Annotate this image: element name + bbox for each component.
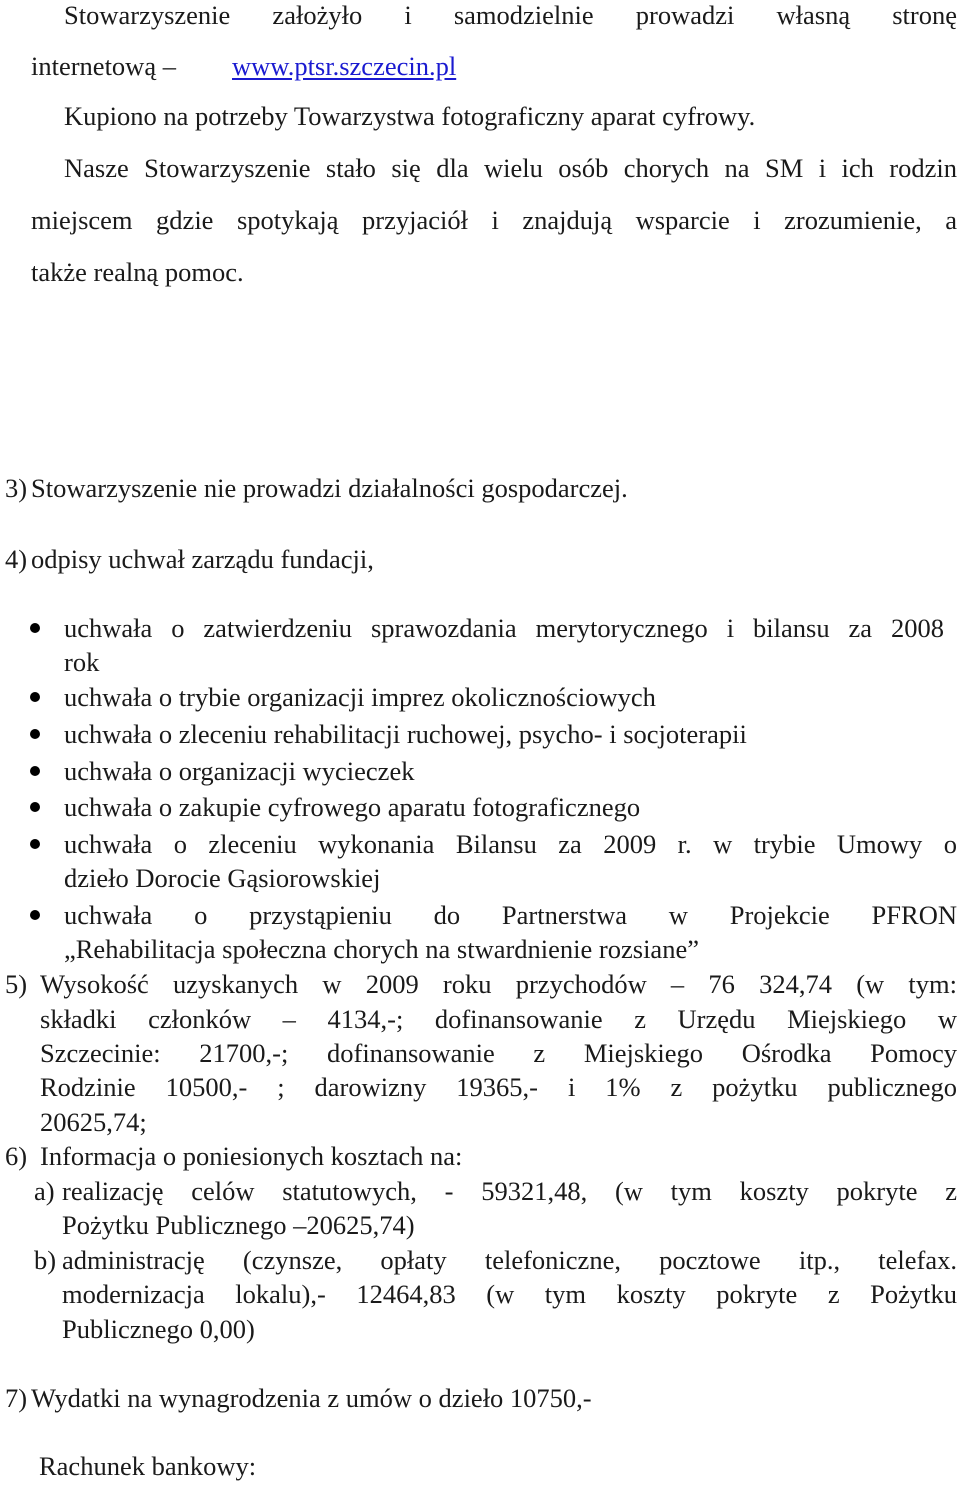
resolution-7-line-2: „Rehabilitacja społeczna chorych na stwardnienie rozsiane” <box>64 934 699 964</box>
item-6-text: Informacja o poniesionych kosztach na: <box>40 1141 463 1171</box>
item-5-line-1: Wysokość uzyskanych w 2009 roku przychodów – 76 324,74 (w tym: <box>40 969 957 999</box>
bullet-icon <box>30 839 40 849</box>
item-7-text: Wydatki na wynagrodzenia z umów o dzieło 10750,- <box>31 1383 592 1413</box>
item-6a-line-1: realizację celów statutowych, - 59321,48, (w tym koszty pokryte z <box>62 1176 957 1206</box>
resolution-2: uchwała o trybie organizacji imprez okolicznościowych <box>64 682 656 712</box>
website-link[interactable]: www.ptsr.szczecin.pl <box>232 51 457 81</box>
item-5-line-3: Szczecinie: 21700,-; dofinansowanie z Miejskiego Ośrodka Pomocy <box>40 1038 957 1068</box>
resolution-7-line-1: uchwała o przystąpieniu do Partnerstwa w Projekcie PFRON <box>64 900 957 930</box>
bullet-icon <box>30 623 40 633</box>
bullet-icon <box>30 766 40 776</box>
bullet-icon <box>30 692 40 702</box>
item-6b-line-2: modernizacja lokalu),- 12464,83 (w tym koszty pokryte z Pożytku <box>62 1279 957 1309</box>
item-6b-line-3: Publicznego 0,00) <box>62 1314 255 1344</box>
resolution-1-line-2: rok <box>64 647 100 677</box>
bullet-icon <box>30 910 40 920</box>
item-3-number: 3) <box>5 473 28 503</box>
item-6b-line-1: administrację (czynsze, opłaty telefoniczne, pocztowe itp., telefax. <box>62 1245 957 1275</box>
intro-line-1: Stowarzyszenie założyło i samodzielnie prowadzi własną stronę <box>64 0 957 30</box>
item-3-text: Stowarzyszenie nie prowadzi działalności gospodarczej. <box>31 473 628 503</box>
camera-sentence: Kupiono na potrzeby Towarzystwa fotograficzny aparat cyfrowy. <box>64 101 756 131</box>
intro-line-2: internetową – <box>31 51 176 81</box>
bullet-icon <box>30 802 40 812</box>
resolution-6-line-2: dzieło Dorocie Gąsiorowskiej <box>64 863 381 893</box>
paragraph-line-2: miejscem gdzie spotykają przyjaciół i znajdują wsparcie i zrozumienie, a <box>31 205 957 235</box>
bullet-icon <box>30 729 40 739</box>
item-7-number: 7) <box>5 1383 28 1413</box>
item-4-number: 4) <box>5 544 28 574</box>
paragraph-line-3: także realną pomoc. <box>31 257 244 287</box>
item-5-line-4: Rodzinie 10500,- ; darowizny 19365,- i 1% z pożytku publicznego <box>40 1072 957 1102</box>
resolution-1-line-1: uchwała o zatwierdzeniu sprawozdania merytorycznego i bilansu za 2008 <box>64 613 944 643</box>
item-5-line-2: składki członków – 4134,-; dofinansowanie z Urzędu Miejskiego w <box>40 1004 957 1034</box>
resolution-3: uchwała o zleceniu rehabilitacji ruchowej, psycho- i socjoterapii <box>64 719 747 749</box>
resolution-6-line-1: uchwała o zleceniu wykonania Bilansu za 2009 r. w trybie Umowy o <box>64 829 957 859</box>
item-6a-label: a) <box>34 1176 55 1206</box>
bank-account-label: Rachunek bankowy: <box>39 1451 257 1481</box>
item-6b-label: b) <box>34 1245 57 1275</box>
item-4-text: odpisy uchwał zarządu fundacji, <box>31 544 374 574</box>
item-6a-line-2: Pożytku Publicznego –20625,74) <box>62 1210 415 1240</box>
item-5-line-5: 20625,74; <box>40 1107 147 1137</box>
paragraph-line-1: Nasze Stowarzyszenie stało się dla wielu osób chorych na SM i ich rodzin <box>64 153 957 183</box>
item-5-number: 5) <box>5 969 28 999</box>
resolution-5: uchwała o zakupie cyfrowego aparatu fotograficznego <box>64 792 641 822</box>
item-6-number: 6) <box>5 1141 28 1171</box>
resolution-4: uchwała o organizacji wycieczek <box>64 756 415 786</box>
